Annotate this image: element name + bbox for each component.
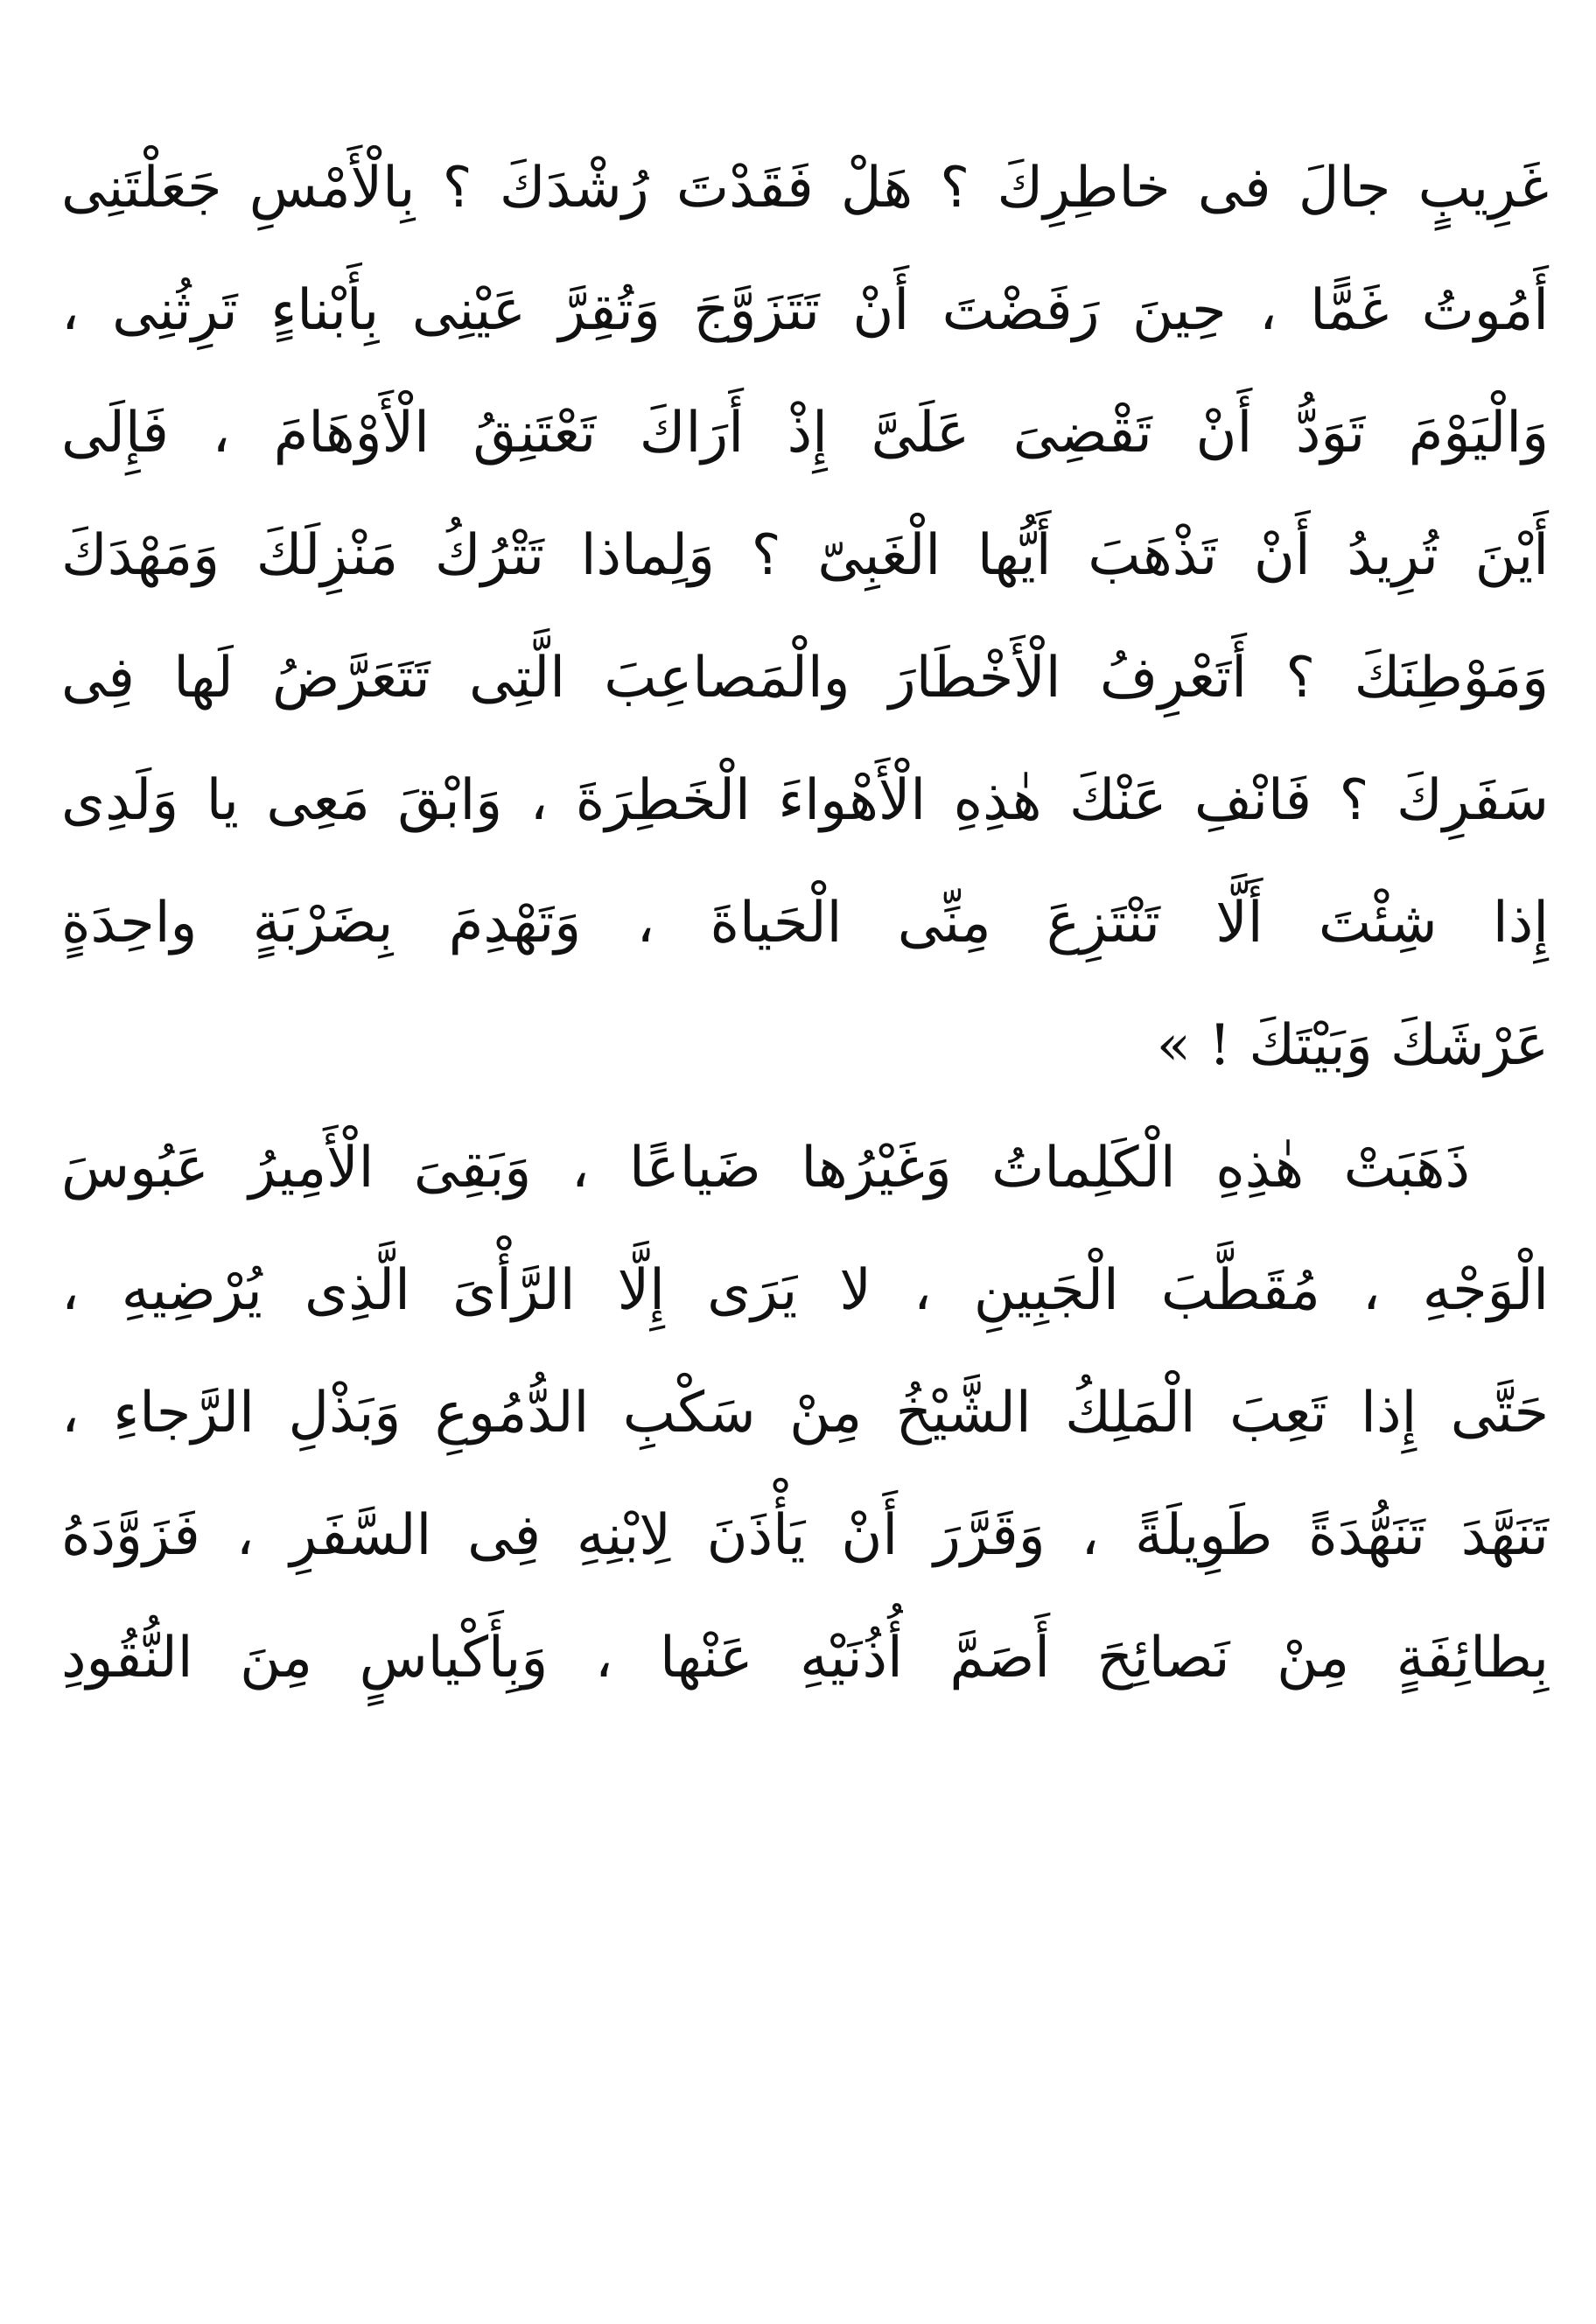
text-line: أَيْنَ تُرِيدُ أَنْ تَذْهَبَ أَيُّها الْغَبِىّ ؟ وَلِماذا تَتْرُكُ مَنْزِلَكَ وَمَهْدَكَ: [61, 523, 1549, 588]
text-line: عَرْشَكَ وَبَيْتَكَ ! »: [1156, 1013, 1549, 1078]
text-line: أَمُوتُ غَمًّا ، حِينَ رَفَضْتَ أَنْ تَتَزَوَّجَ وَتُقِرَّ عَيْنِى بِأَبْناءٍ تَرِثُنِى ،: [61, 278, 1549, 343]
text-line: بِطائِفَةٍ مِنْ نَصائِحَ أَصَمَّ أُذُنَيْهِ عَنْها ، وَبِأَكْياسٍ مِنَ النُّقُودِ: [61, 1626, 1549, 1690]
text-line: وَمَوْطِنَكَ ؟ أَتَعْرِفُ الْأَخْطَارَ والْمَصاعِبَ الَّتِى تَتَعَرَّضُ لَها فِى: [61, 646, 1549, 710]
text-line: وَالْيَوْمَ تَوَدُّ أَنْ تَقْضِىَ عَلَىَّ إِذْ أَرَاكَ تَعْتَنِقُ الْأَوْهَامَ ، فَإِلَى: [61, 401, 1549, 466]
text-line: تَنَهَّدَ تَنَهُّدَةً طَوِيلَةً ، وَقَرَّرَ أَنْ يَأْذَنَ لِابْنِهِ فِى السَّفَرِ ، فَزَوَّدَهُ: [61, 1503, 1549, 1568]
text-line: الْوَجْهِ ، مُقَطَّبَ الْجَبِينِ ، لا يَرَى إِلَّا الرَّأْىَ الَّذِى يُرْضِيهِ ،: [61, 1258, 1550, 1323]
text-line: سَفَرِكَ ؟ فَانْفِ عَنْكَ هٰذِهِ الْأَهْواءَ الْخَطِرَةَ ، وَابْقَ مَعِى يا وَلَدِى: [61, 768, 1549, 833]
text-line: ذَهَبَتْ هٰذِهِ الْكَلِماتُ وَغَيْرُها ضَياعًا ، وَبَقِىَ الْأَمِيرُ عَبُوسَ: [61, 1136, 1470, 1200]
text-line: حَتَّى إِذا تَعِبَ الْمَلِكُ الشَّيْخُ مِنْ سَكْبِ الدُّمُوعِ وَبَذْلِ الرَّجاءِ ،: [61, 1381, 1549, 1446]
text-line: إِذا شِئْتَ أَلَّا تَنْتَزِعَ مِنِّى الْحَياةَ ، وَتَهْدِمَ بِضَرْبَةٍ واحِدَةٍ: [61, 891, 1549, 956]
text-line: غَرِيبٍ جالَ فى خاطِرِكَ ؟ هَلْ فَقَدْتَ رُشْدَكَ ؟ بِالْأَمْسِ جَعَلْتَنِى: [61, 156, 1549, 220]
